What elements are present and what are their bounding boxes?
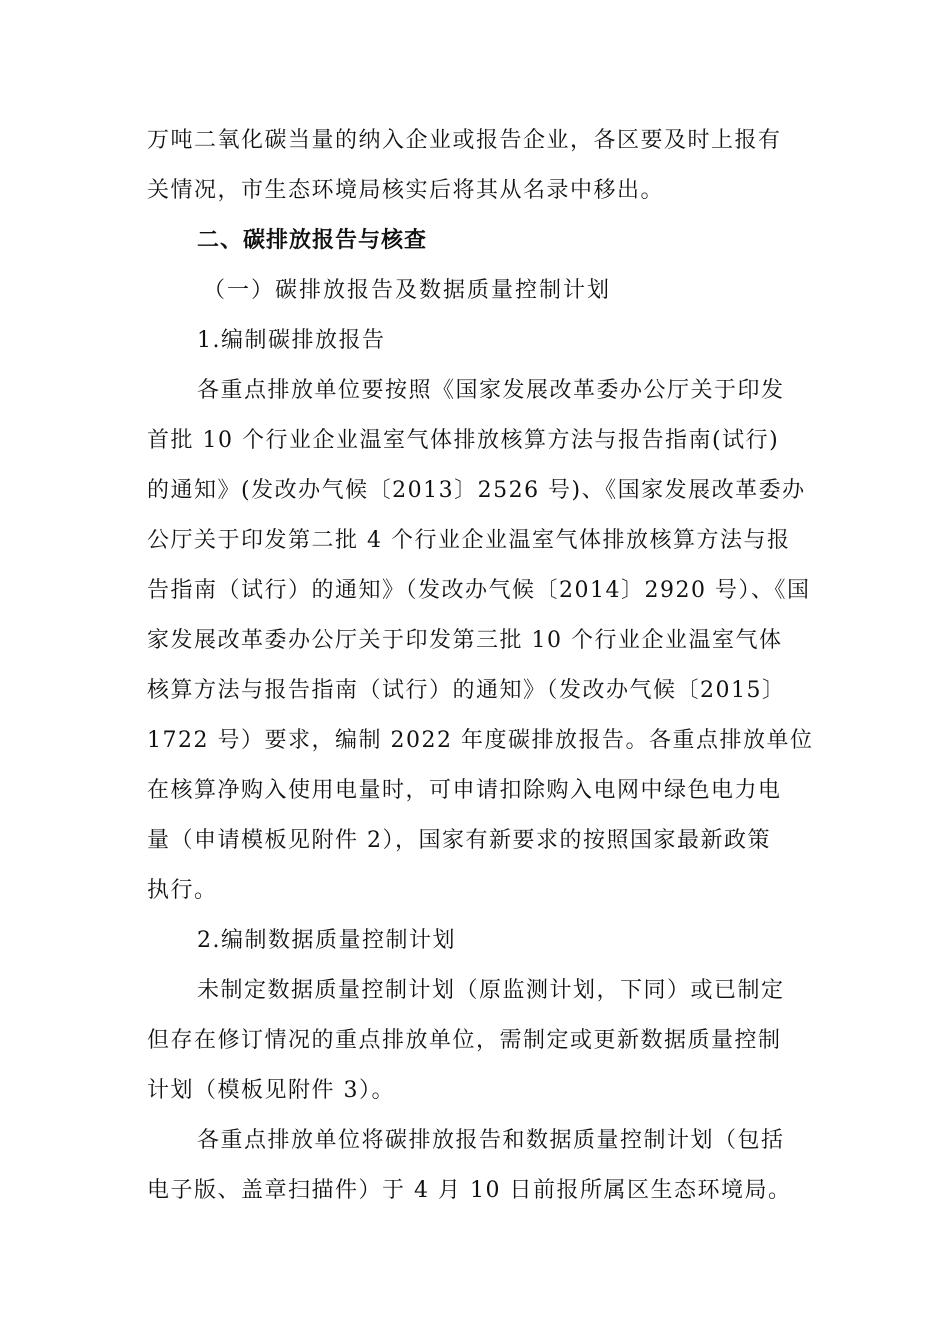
item-heading: 1.编制碳排放报告 — [197, 328, 386, 353]
paragraph-line: 电子版、盖章扫描件）于 4 月 10 日前报所属区生态环境局。 — [147, 1178, 792, 1203]
paragraph-line: 告指南（试行）的通知》（发改办气候〔2014〕2920 号）、《国 — [147, 578, 811, 603]
subsection-heading: （一）碳排放报告及数据质量控制计划 — [203, 278, 612, 303]
paragraph-line: 量（申请模板见附件 2），国家有新要求的按照国家最新政策 — [147, 828, 771, 853]
paragraph-line: 核算方法与报告指南（试行）的通知》（发改办气候〔2015〕 — [147, 678, 786, 703]
paragraph-line: 家发展改革委办公厅关于印发第三批 10 个行业企业温室气体 — [147, 628, 783, 653]
paragraph-line: 首批 10 个行业企业温室气体排放核算方法与报告指南(试行) — [147, 428, 780, 453]
paragraph-line: 未制定数据质量控制计划（原监测计划，下同）或已制定 — [197, 978, 785, 1003]
paragraph-line: 关情况，市生态环境局核实后将其从名录中移出。 — [147, 178, 665, 203]
section-heading: 二、碳排放报告与核查 — [197, 228, 428, 253]
paragraph-line: 在核算净购入使用电量时，可申请扣除购入电网中绿色电力电 — [147, 778, 782, 803]
paragraph-line: 执行。 — [147, 878, 218, 903]
paragraph-line: 计划（模板见附件 3）。 — [147, 1078, 395, 1103]
paragraph-line: 的通知》(发改办气候〔2013〕2526 号)、《国家发展改革委办 — [147, 478, 806, 503]
paragraph-line: 各重点排放单位要按照《国家发展改革委办公厅关于印发 — [197, 378, 785, 403]
paragraph-line: 万吨二氧化碳当量的纳入企业或报告企业，各区要及时上报有 — [147, 128, 782, 153]
paragraph-line: 各重点排放单位将碳排放报告和数据质量控制计划（包括 — [197, 1128, 785, 1153]
item-heading: 2.编制数据质量控制计划 — [197, 928, 456, 953]
paragraph-line: 1722 号）要求，编制 2022 年度碳排放报告。各重点排放单位 — [147, 728, 814, 753]
paragraph-line: 公厅关于印发第二批 4 个行业企业温室气体排放核算方法与报 — [147, 528, 791, 553]
paragraph-line: 但存在修订情况的重点排放单位，需制定或更新数据质量控制 — [147, 1028, 782, 1053]
